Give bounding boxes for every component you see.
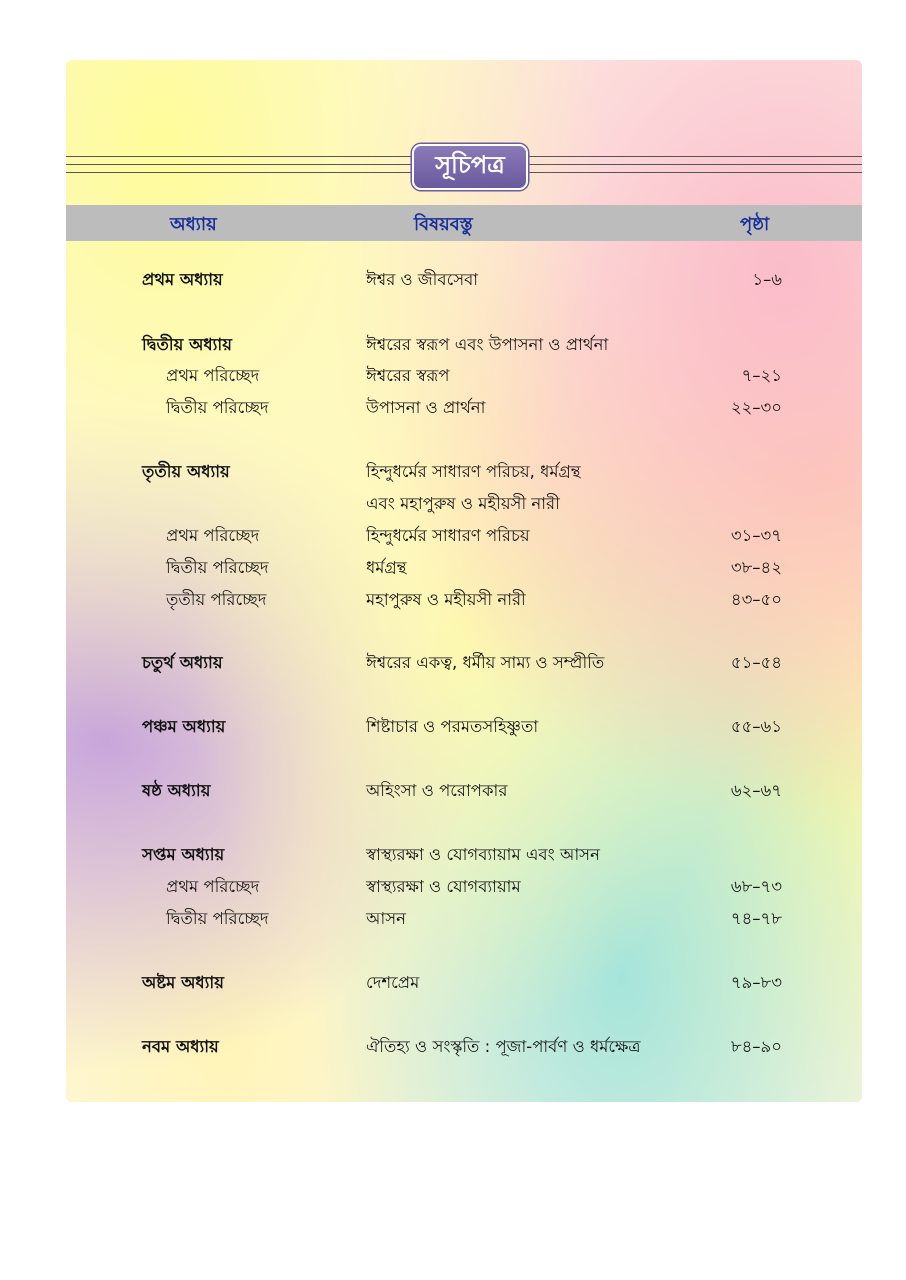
topic-label: ঈশ্বরের স্বরূপ bbox=[366, 366, 450, 385]
table-row bbox=[0, 361, 906, 391]
page-range: ৩১–৩৭ bbox=[730, 526, 782, 545]
table-row bbox=[0, 393, 906, 423]
title-rule-right-2 bbox=[524, 164, 862, 165]
chapter-label: তৃতীয় অধ্যায় bbox=[142, 462, 230, 481]
table-row bbox=[0, 330, 906, 360]
table-row bbox=[0, 648, 906, 678]
title-rule-left-1 bbox=[66, 156, 412, 157]
topic-label: হিন্দুধর্মের সাধারণ পরিচয় bbox=[366, 526, 530, 545]
chapter-label: চতুর্থ অধ্যায় bbox=[142, 653, 223, 672]
page-range: ৭৪–৭৮ bbox=[730, 909, 782, 928]
topic-label: হিন্দুধর্মের সাধারণ পরিচয়, ধর্মগ্রন্থ bbox=[366, 462, 581, 481]
table-row bbox=[0, 489, 906, 519]
chapter-label: ষষ্ঠ অধ্যায় bbox=[142, 781, 211, 800]
header-content: বিষয়বস্তু bbox=[414, 214, 473, 235]
topic-label: শিষ্টাচার ও পরমতসহিষ্ণুতা bbox=[366, 717, 539, 736]
table-row bbox=[0, 872, 906, 902]
topic-label: ঈশ্বর ও জীবসেবা bbox=[366, 270, 479, 289]
topic-label: ধর্মগ্রন্থ bbox=[366, 558, 407, 577]
topic-label: আসন bbox=[366, 909, 406, 928]
section-label: প্রথম পরিচ্ছেদ bbox=[166, 366, 260, 385]
title-rule-left-3 bbox=[66, 172, 412, 173]
topic-label: ঈশ্বরের একত্ব, ধর্মীয় সাম্য ও সম্প্রীতি bbox=[366, 653, 605, 672]
topic-label: স্বাস্থ্যরক্ষা ও যোগব্যায়াম এবং আসন bbox=[366, 845, 600, 864]
table-row bbox=[0, 585, 906, 615]
section-label: তৃতীয় পরিচ্ছেদ bbox=[166, 590, 267, 609]
page-range: ২২–৩০ bbox=[730, 398, 782, 417]
page-title: সূচিপত্র bbox=[412, 144, 528, 190]
title-rule-left-2 bbox=[66, 164, 412, 165]
table-row bbox=[0, 553, 906, 583]
table-row bbox=[0, 457, 906, 487]
table-row bbox=[0, 904, 906, 934]
section-label: দ্বিতীয় পরিচ্ছেদ bbox=[166, 398, 269, 417]
chapter-label: নবম অধ্যায় bbox=[142, 1037, 219, 1056]
section-label: প্রথম পরিচ্ছেদ bbox=[166, 526, 260, 545]
topic-label: উপাসনা ও প্রার্থনা bbox=[366, 398, 486, 417]
table-row bbox=[0, 265, 906, 295]
topic-label: ঈশ্বরের স্বরূপ এবং উপাসনা ও প্রার্থনা bbox=[366, 335, 609, 354]
section-label: দ্বিতীয় পরিচ্ছেদ bbox=[166, 558, 269, 577]
header-chapter: অধ্যায় bbox=[170, 214, 217, 235]
table-row bbox=[0, 840, 906, 870]
chapter-label: প্রথম অধ্যায় bbox=[142, 270, 223, 289]
page-range: ৪৩–৫০ bbox=[730, 590, 782, 609]
section-label: দ্বিতীয় পরিচ্ছেদ bbox=[166, 909, 269, 928]
table-row bbox=[0, 968, 906, 998]
title-rule-right-3 bbox=[524, 172, 862, 173]
page-range: ৮৪–৯০ bbox=[730, 1037, 782, 1056]
table-row bbox=[0, 712, 906, 742]
page-range: ৫১–৫৪ bbox=[730, 653, 782, 672]
section-label: প্রথম পরিচ্ছেদ bbox=[166, 877, 260, 896]
page-range: ৬৮–৭৩ bbox=[730, 877, 782, 896]
chapter-label: দ্বিতীয় অধ্যায় bbox=[142, 335, 232, 354]
topic-label: দেশপ্রেম bbox=[366, 973, 420, 992]
topic-label: অহিংসা ও পরোপকার bbox=[366, 781, 508, 800]
table-row bbox=[0, 776, 906, 806]
chapter-label: পঞ্চম অধ্যায় bbox=[142, 717, 226, 736]
topic-label: ঐতিহ্য ও সংস্কৃতি : পূজা-পার্বণ ও ধর্মক্ষেত্র bbox=[366, 1037, 641, 1056]
page-range: ১–৬ bbox=[752, 270, 782, 289]
header-page: পৃষ্ঠা bbox=[740, 214, 770, 235]
topic-label: এবং মহাপুরুষ ও মহীয়সী নারী bbox=[366, 494, 560, 513]
chapter-label: অষ্টম অধ্যায় bbox=[142, 973, 224, 992]
chapter-label: সপ্তম অধ্যায় bbox=[142, 845, 225, 864]
topic-label: মহাপুরুষ ও মহীয়সী নারী bbox=[366, 590, 526, 609]
page-range: ৭৯–৮৩ bbox=[730, 973, 782, 992]
page-range: ৭–২১ bbox=[741, 366, 782, 385]
page-range: ৩৮–৪২ bbox=[730, 558, 782, 577]
table-row bbox=[0, 1032, 906, 1062]
page-range: ৬২–৬৭ bbox=[730, 781, 782, 800]
page-range: ৫৫–৬১ bbox=[730, 717, 782, 736]
title-rule-right-1 bbox=[524, 156, 862, 157]
table-row bbox=[0, 521, 906, 551]
topic-label: স্বাস্থ্যরক্ষা ও যোগব্যায়াম bbox=[366, 877, 521, 896]
